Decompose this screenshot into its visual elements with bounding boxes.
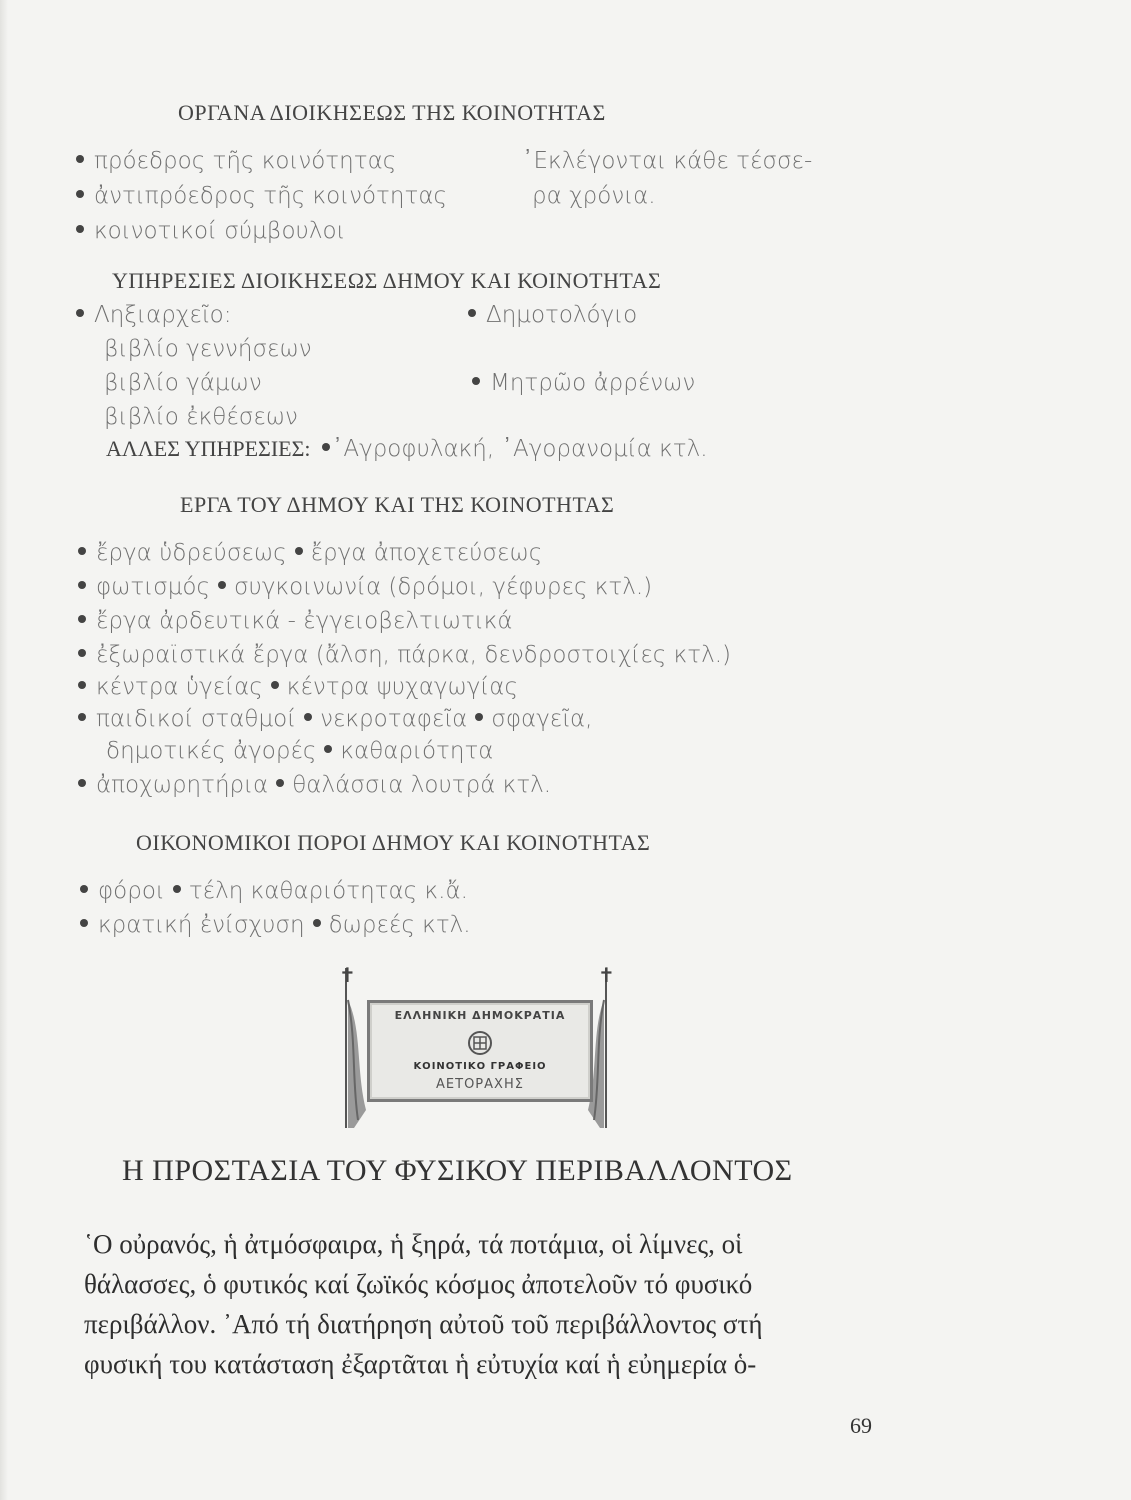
list-item: ἀποχωρητήρια θαλάσσια λουτρά κτλ. xyxy=(78,772,551,798)
list-item: ἀντιπρόεδρος τῆς κοινότητας xyxy=(76,183,447,209)
page-edge-shadow xyxy=(0,0,8,1500)
other-services-line: ΑΛΛΕΣ ΥΠΗΡΕΣΙΕΣ: ᾿Αγροφυλακή, ᾿Αγορανομία κτλ. xyxy=(106,436,708,462)
bullet-icon xyxy=(76,309,84,317)
bullet-icon xyxy=(80,919,88,927)
list-item-continuation: δημοτικές ἀγορές καθαριότητα xyxy=(106,738,494,764)
bullet-icon xyxy=(218,581,226,589)
municipal-roll-item: Δημοτολόγιο xyxy=(468,302,637,328)
bullet-icon xyxy=(78,547,86,555)
list-item: κέντρα ὑγείας κέντρα ψυχαγωγίας xyxy=(78,674,518,700)
bullet-icon xyxy=(78,649,86,657)
heading-public-works: ΕΡΓΑ ΤΟΥ ΔΗΜΟΥ ΚΑΙ ΤΗΣ ΚΟΙΝΟΤΗΤΑΣ xyxy=(180,492,615,517)
page-title: Η ΠΡΟΣΤΑΣΙΑ ΤΟΥ ΦΥΣΙΚΟΥ ΠΕΡΙΒΑΛΛΟΝΤΟΣ xyxy=(122,1154,793,1187)
page-number: 69 xyxy=(850,1413,872,1438)
list-item: ἔργα ἀρδευτικά - ἐγγειοβελτιωτικά xyxy=(78,608,513,634)
paragraph-line: φυσική του κατάσταση ἐξαρτᾶται ἡ εὐτυχία καί ἡ εὐημερία ὁ- xyxy=(84,1349,757,1379)
bullet-icon xyxy=(322,443,330,451)
svg-text:✝: ✝ xyxy=(598,963,615,987)
list-item: ἐξωραϊστικά ἔργα (ἄλση, πάρκα, δενδροστοιχίες κτλ.) xyxy=(78,642,731,668)
bullet-icon xyxy=(324,745,332,753)
sign-office-text: ΚΟΙΝΟΤΙΚΟ ΓΡΑΦΕΙΟ xyxy=(413,1061,547,1072)
other-services-label: ΑΛΛΕΣ ΥΠΗΡΕΣΙΕΣ: xyxy=(106,436,311,461)
bullet-icon xyxy=(78,681,86,689)
bullet-icon xyxy=(78,779,86,787)
body-paragraph xyxy=(84,1224,879,1384)
list-item: φόροι τέλη καθαριότητας κ.ἄ. xyxy=(80,878,468,904)
coat-of-arms-icon xyxy=(466,1029,494,1057)
bullet-icon xyxy=(76,190,84,198)
bullet-icon xyxy=(313,919,321,927)
heading-financial-resources: ΟΙΚΟΝΟΜΙΚΟΙ ΠΟΡΟΙ ΔΗΜΟΥ ΚΑΙ ΚΟΙΝΟΤΗΤΑΣ xyxy=(136,830,651,855)
bullet-icon xyxy=(78,581,86,589)
bullet-icon xyxy=(78,713,86,721)
bullet-icon xyxy=(468,309,476,317)
list-item: κοινοτικοί σύμβουλοι xyxy=(76,218,345,244)
bullet-icon xyxy=(295,547,303,555)
list-item: παιδικοί σταθμοί νεκροταφεῖα σφαγεῖα, xyxy=(78,706,593,732)
registry-book: βιβλίο ἐκθέσεων xyxy=(104,404,298,430)
bullet-icon xyxy=(76,225,84,233)
bullet-icon xyxy=(271,681,279,689)
bullet-icon xyxy=(76,155,84,163)
registry-book: βιβλίο γάμων xyxy=(104,370,262,396)
list-item: πρόεδρος τῆς κοινότητας xyxy=(76,148,396,174)
paragraph-line: θάλασσες, ὁ φυτικός καί ζωϊκός κόσμος ἀποτελοῦν τό φυσικό xyxy=(84,1269,753,1299)
list-item: κρατική ἐνίσχυση δωρεές κτλ. xyxy=(80,912,471,938)
sign-republic-text: ΕΛΛΗΝΙΚΗ ΔΗΜΟΚΡΑΤΙΑ xyxy=(394,1009,566,1022)
bullet-icon xyxy=(472,377,480,385)
male-registry-item: Μητρῶο ἀρρένων xyxy=(472,370,695,396)
sign-village-text: ΑΕΤΟΡΑΧΗΣ xyxy=(436,1077,524,1092)
election-note-line-1: ᾿Εκλέγονται κάθε τέσσε- xyxy=(522,148,813,174)
registry-book: βιβλίο γεννήσεων xyxy=(104,336,312,362)
community-office-illustration xyxy=(322,960,642,1130)
bullet-icon xyxy=(78,615,86,623)
registry-item: Ληξιαρχεῖο: xyxy=(76,302,231,328)
heading-governing-bodies: ΟΡΓΑΝΑ ΔΙΟΙΚΗΣΕΩΣ ΤΗΣ ΚΟΙΝΟΤΗΤΑΣ xyxy=(178,100,606,125)
office-sign xyxy=(367,1000,593,1102)
bullet-icon xyxy=(80,885,88,893)
paragraph-line: περιβάλλον. ᾿Από τή διατήρηση αὐτοῦ τοῦ περιβάλλοντος στή xyxy=(84,1309,763,1339)
list-item: φωτισμός συγκοινωνία (δρόμοι, γέφυρες κτλ.) xyxy=(78,574,652,600)
bullet-icon xyxy=(304,713,312,721)
heading-administrative-services: ΥΠΗΡΕΣΙΕΣ ΔΙΟΙΚΗΣΕΩΣ ΔΗΜΟΥ ΚΑΙ ΚΟΙΝΟΤΗΤΑΣ xyxy=(112,268,662,293)
svg-text:✝: ✝ xyxy=(339,963,356,987)
paragraph-line: ῾Ο οὐρανός, ἡ ἀτμόσφαιρα, ἡ ξηρά, τά ποτάμια, οἱ λίμνες, οἱ xyxy=(84,1229,743,1259)
list-item: ἔργα ὑδρεύσεως ἔργα ἀποχετεύσεως xyxy=(78,540,542,566)
bullet-icon xyxy=(475,713,483,721)
election-note-line-2: ρα χρόνια. xyxy=(532,183,656,209)
bullet-icon xyxy=(276,779,284,787)
bullet-icon xyxy=(173,885,181,893)
